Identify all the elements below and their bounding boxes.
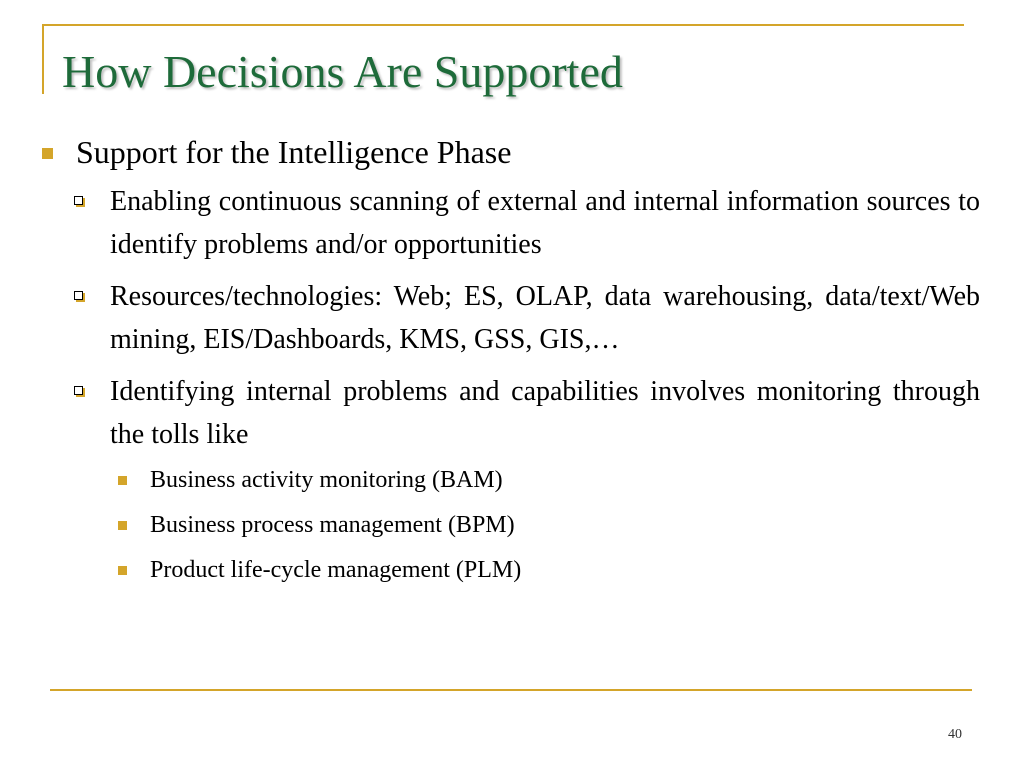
hollow-square-bullet-icon — [74, 386, 83, 395]
square-bullet-icon — [42, 148, 53, 159]
bottom-border-line — [50, 689, 972, 691]
bullet-level3 — [150, 510, 980, 540]
bullet-text: Support for the Intelligence Phase — [76, 134, 512, 170]
hollow-square-bullet-icon — [74, 196, 83, 205]
square-bullet-icon — [118, 476, 127, 485]
bullet-level2 — [110, 180, 980, 266]
bullet-level2 — [110, 370, 980, 456]
bullet-text: Product life-cycle management (PLM) — [150, 557, 522, 583]
bullet-level1 — [40, 130, 980, 174]
bullet-text: Business activity monitoring (BAM) — [150, 467, 503, 493]
slide-content — [40, 130, 980, 600]
bullet-text: Identifying internal problems and capabilities involves monitoring through the tolls like — [110, 376, 980, 450]
bullet-level3 — [150, 465, 980, 495]
square-bullet-icon — [118, 566, 127, 575]
bullet-text: Resources/technologies: Web; ES, OLAP, data warehousing, data/text/Web mining, EIS/Dashboards, KMS, GSS, GIS,… — [110, 281, 980, 355]
square-bullet-icon — [118, 521, 127, 530]
page-number: 40 — [948, 727, 962, 742]
bullet-level2 — [110, 275, 980, 361]
slide-title: How Decisions Are Supported — [62, 46, 623, 97]
hollow-square-bullet-icon — [74, 291, 83, 300]
bullet-text: Enabling continuous scanning of external and internal information sources to identify problems and/or opportunities — [110, 186, 980, 260]
bullet-level3 — [150, 555, 980, 585]
top-border-line — [42, 24, 964, 26]
left-border-line — [42, 24, 44, 94]
bullet-text: Business process management (BPM) — [150, 512, 515, 538]
